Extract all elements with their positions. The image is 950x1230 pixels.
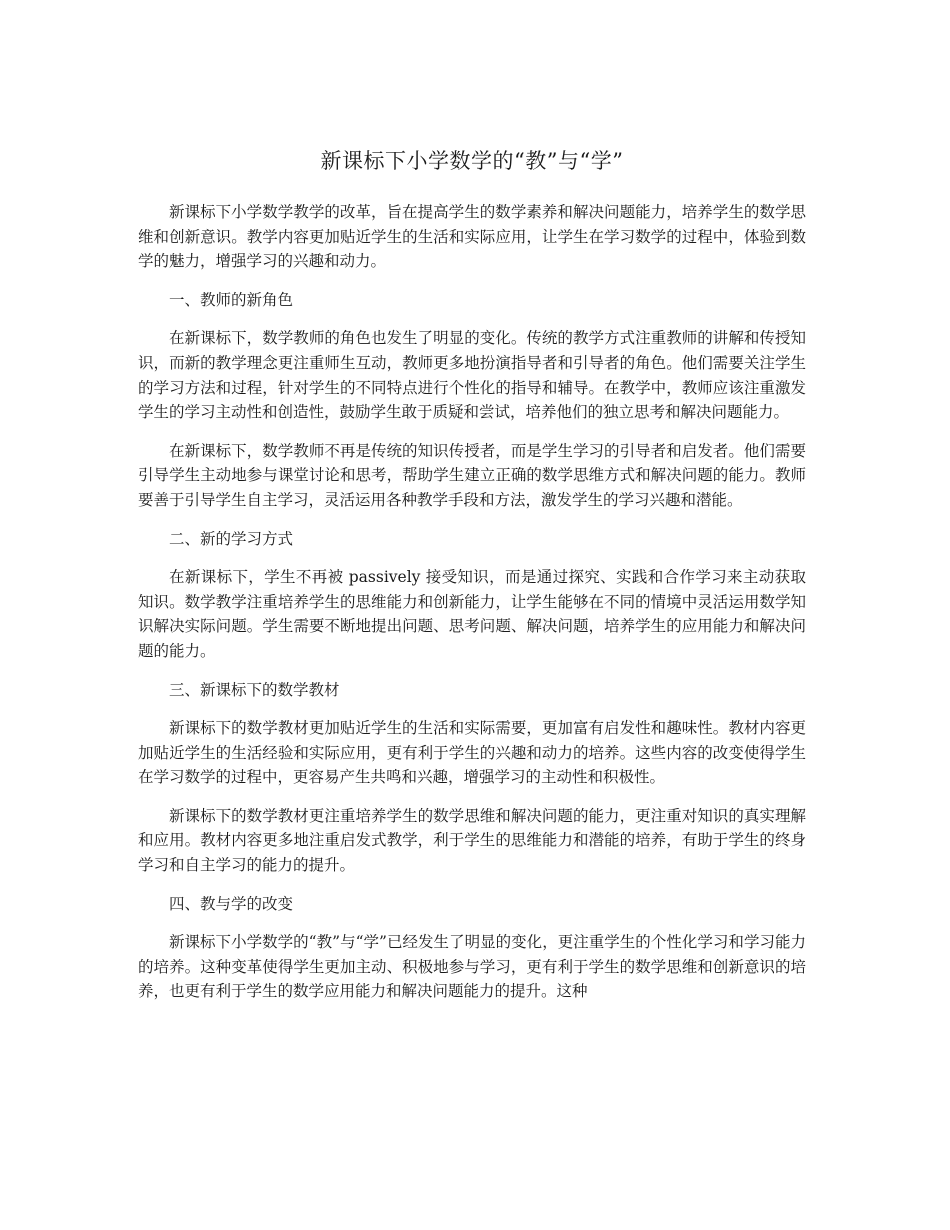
section-heading-teaching-change: 四、教与学的改变 xyxy=(169,894,294,913)
paragraph: 新课标下的数学教材更加贴近学生的生活和实际需要，更加富有启发性和趣味性。教材内容更加贴近学生的生活经验和实际应用，更有利于学生的兴趣和动力的培养。这些内容的改变使得学生在学习数学的过程中，更容易产生共鸣和兴趣，增强学习的主动性和积极性。 xyxy=(138,719,806,787)
paragraph: 在新课标下，数学教师不再是传统的知识传授者，而是学生学习的引导者和启发者。他们需要引导学生主动地参与课堂讨论和思考，帮助学生建立正确的数学思维方式和解决问题的能力。教师要善于引导学生自主学习，灵活运用各种教学手段和方法，激发学生的学习兴趣和潜能。 xyxy=(138,441,806,509)
paragraph: 在新课标下，学生不再被 passively 接受知识，而是通过探究、实践和合作学习来主动获取知识。数学教学注重培养学生的思维能力和创新能力，让学生能够在不同的情境中灵活运用数学知识解决实际问题。学生需要不断地提出问题、思考问题、解决问题，培养学生的应用能力和解决问题的能力。 xyxy=(138,568,806,660)
section-heading-teacher-role: 一、教师的新角色 xyxy=(169,290,294,309)
section-heading-learning-method: 二、新的学习方式 xyxy=(169,529,294,548)
document-page xyxy=(138,146,806,1018)
document-title: 新课标下小学数学的“教”与“学” xyxy=(320,149,624,173)
intro-paragraph: 新课标下小学数学教学的改革，旨在提高学生的数学素养和解决问题能力，培养学生的数学思维和创新意识。教学内容更加贴近学生的生活和实际应用，让学生在学习数学的过程中，体验到数学的魅力，增强学习的兴趣和动力。 xyxy=(138,203,806,271)
paragraph: 在新课标下，数学教师的角色也发生了明显的变化。传统的教学方式注重教师的讲解和传授知识，而新的教学理念更注重师生互动，教师更多地扮演指导者和引导者的角色。他们需要关注学生的学习方法和过程，针对学生的不同特点进行个性化的指导和辅导。在教学中，教师应该注重激发学生的学习主动性和创造性，鼓励学生敢于质疑和尝试，培养他们的独立思考和解决问题能力。 xyxy=(138,329,806,422)
section-heading-textbook: 三、新课标下的数学教材 xyxy=(169,680,340,699)
paragraph: 新课标下小学数学的“教”与“学”已经发生了明显的变化，更注重学生的个性化学习和学习能力的培养。这种变革使得学生更加主动、积极地参与学习，更有利于学生的数学思维和创新意识的培养，也更有利于学生的数学应用能力和解决问题能力的提升。这种 xyxy=(138,933,806,1001)
paragraph: 新课标下的数学教材更注重培养学生的数学思维和解决问题的能力，更注重对知识的真实理解和应用。教材内容更多地注重启发式教学，利于学生的思维能力和潜能的培养，有助于学生的终身学习和自主学习的能力的提升。 xyxy=(138,806,806,875)
